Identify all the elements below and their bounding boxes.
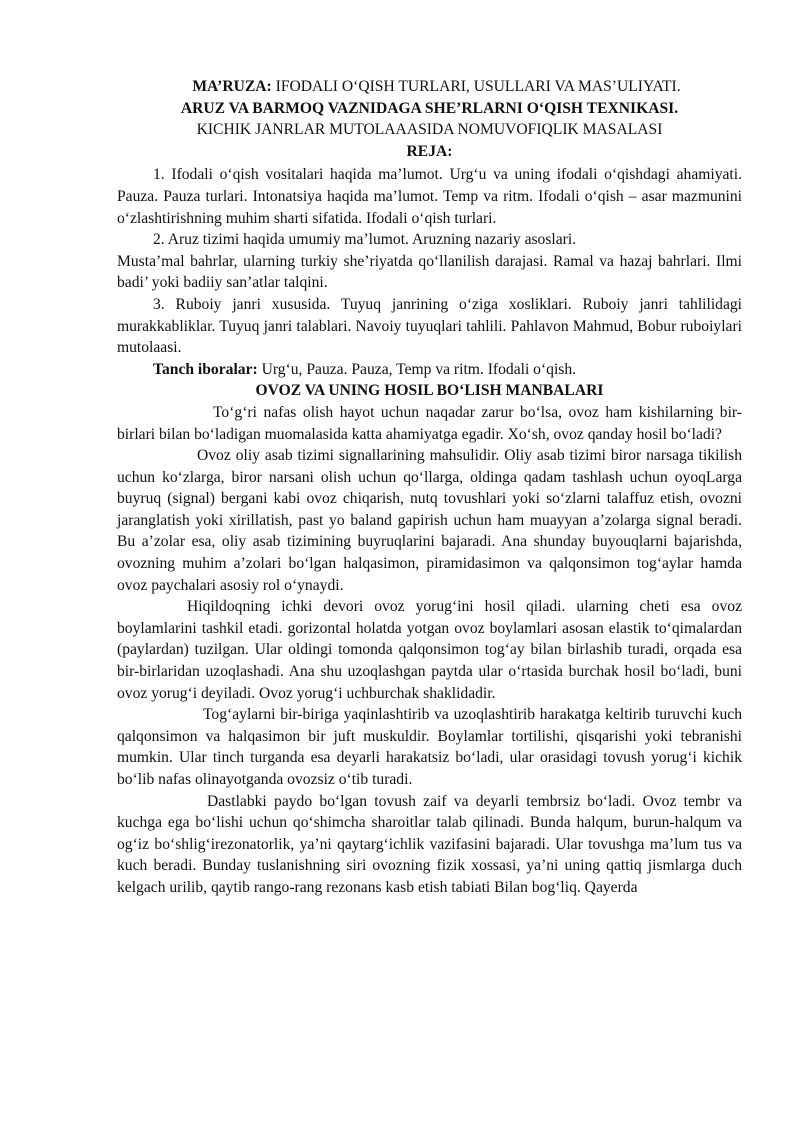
lecture-label: MA’RUZA: (192, 78, 272, 95)
lecture-title (117, 76, 742, 98)
paragraph-5: Dastlabki paydo bo‘lgan tovush zaif va deyarli tembrsiz bo‘ladi. Ovoz tembr va kuchga ega bo‘lishi uchun qo‘shimcha sharoitlar talab qilinadi. Bunda halqum, burun-halqum va og‘iz bo‘shlig‘irezonatorlik, ya’ni qaytarg‘ichlik vazifasini bajaradi. Ular tovushga ma’lum tus va kuch beradi. Bunday tuslanishning siri ovozning fizik xossasi, ya’ni uning qattiq jismlarga duch kelgach urilib, qaytib rango-rang rezonans kasb etish tabiati Bilan bog‘liq. Qayerda (117, 792, 742, 896)
paragraph-1: To‘g‘ri nafas olish hayot uchun naqadar zarur bo‘lsa, ovoz ham kishilarning bir-birlari bilan bo‘ladigan muomalasida katta ahamiyatga egadir. Xo‘sh, ovoz qanday hosil bo‘ladi? (117, 403, 742, 443)
keywords (117, 359, 742, 381)
keywords-text: Urg‘u, Pauza. Pauza, Temp va ritm. Ifodali o‘qish. (257, 360, 577, 378)
lecture-subtitle: ARUZ VA BARMOQ VAZNIDAGA SHE’RLARNI O‘QISH TEXNIKASI. (180, 99, 679, 117)
paragraph-2: Ovoz oliy asab tizimi signallarining mahsulidir. Oliy asab tizimi biror narsaga tikilish uchun ko‘zlarga, biror narsani olish uchun qo‘llarga, oldinga qadam tashlash uchun oyoqLarga buyruq (signal) bergani kabi ovoz chiqarish, nutq tovushlari yoki so‘zlarni talaffuz etish, ovozni jaranglatish yoki xirillatish, past yo baland gapirish uchun ham muayyan a’zolarga signal beradi. Bu a’zolar esa, oliy asab tizimining buyruqlarini bajaradi. Ana shunday buyouqlarni bajarishda, ovozning muhim a’zolari bo‘lgan halqasimon, piramidasimon va qalqonsimon tog‘aylar hamda ovoz paychalari asosiy rol o‘ynaydi. (117, 447, 742, 594)
section-title: OVOZ VA UNING HOSIL BO‘LISH MANBALARI (255, 382, 604, 400)
paragraph-3: Hiqildoqning ichki devori ovoz yorug‘ini hosil qiladi. ularning cheti esa ovoz boylamlarini tashkil etadi. gorizontal holatda yotgan ovoz boylamlari asosan elastik to‘qimalardan (paylardan) tuzilgan. Ular oldingi tomonda qalqonsimon tog‘ay bilan birlashib turadi, orqada esa bir-birlaridan uzoqlashadi. Ana shu uzoqlashgan paytda ular o‘rtasida burchak hosil bo‘ladi, buni ovoz yorug‘i deyiladi. Ovoz yorug‘i uchburchak shaklidadir. (117, 598, 742, 702)
lecture-subtitle-2: KICHIK JANRLAR MUTOLAAASIDA NOMUVOFIQLIK MASALASI (196, 121, 663, 139)
plan-item-2-continuation: Musta’mal bahrlar, ularning turkiy she’riyatda qo‘llanilish darajasi. Ramal va hazaj bahrlari. Ilmi badi’ yoki badiiy san’atlar talqini. (117, 252, 742, 292)
plan-item-1: 1. Ifodali o‘qish vositalari haqida ma’lumot. Urg‘u va uning ifodali o‘qishdagi ahamiyati. Pauza. Pauza turlari. Intonatsiya haqida ma’lumot. Temp va ritm. Ifodali o‘qish – asar mazmunini o‘zlashtirishning muhim sharti sifatida. Ifodali o‘qish turlari. (117, 166, 742, 227)
plan-item-3: 3. Ruboiy janri xususida. Tuyuq janrining o‘ziga xosliklari. Ruboiy janri tahlilidagi murakkabliklar. Tuyuq janri talablari. Navoiy tuyuqlari tahlili. Pahlavon Mahmud, Bobur ruboiylari mutolaasi. (117, 295, 742, 357)
document-page (117, 76, 742, 899)
paragraph-4: Tog‘aylarni bir-biriga yaqinlashtirib va uzoqlashtirib harakatga keltirib turuvchi kuch qalqonsimon va halqasimon bir juft muskuldir. Boylamlar tortilishi, qisqarishi yoki tebranishi mumkin. Ular tinch turganda esa deyarli harakatsiz bo‘ladi, ular orasidagi tovush yorug‘i kichik bo‘lib nafas olinayotganda ovozsiz o‘tib turadi. (117, 706, 742, 788)
keywords-label: Tanch iboralar: (153, 360, 258, 378)
plan-heading: REJA: (406, 142, 453, 160)
plan-item-2: 2. Aruz tizimi haqida umumiy ma’lumot. Aruzning nazariy asoslari. (153, 231, 577, 249)
lecture-title-text: IFODALI O‘QISH TURLARI, USULLARI VA MAS’ULIYATI. (271, 78, 681, 95)
